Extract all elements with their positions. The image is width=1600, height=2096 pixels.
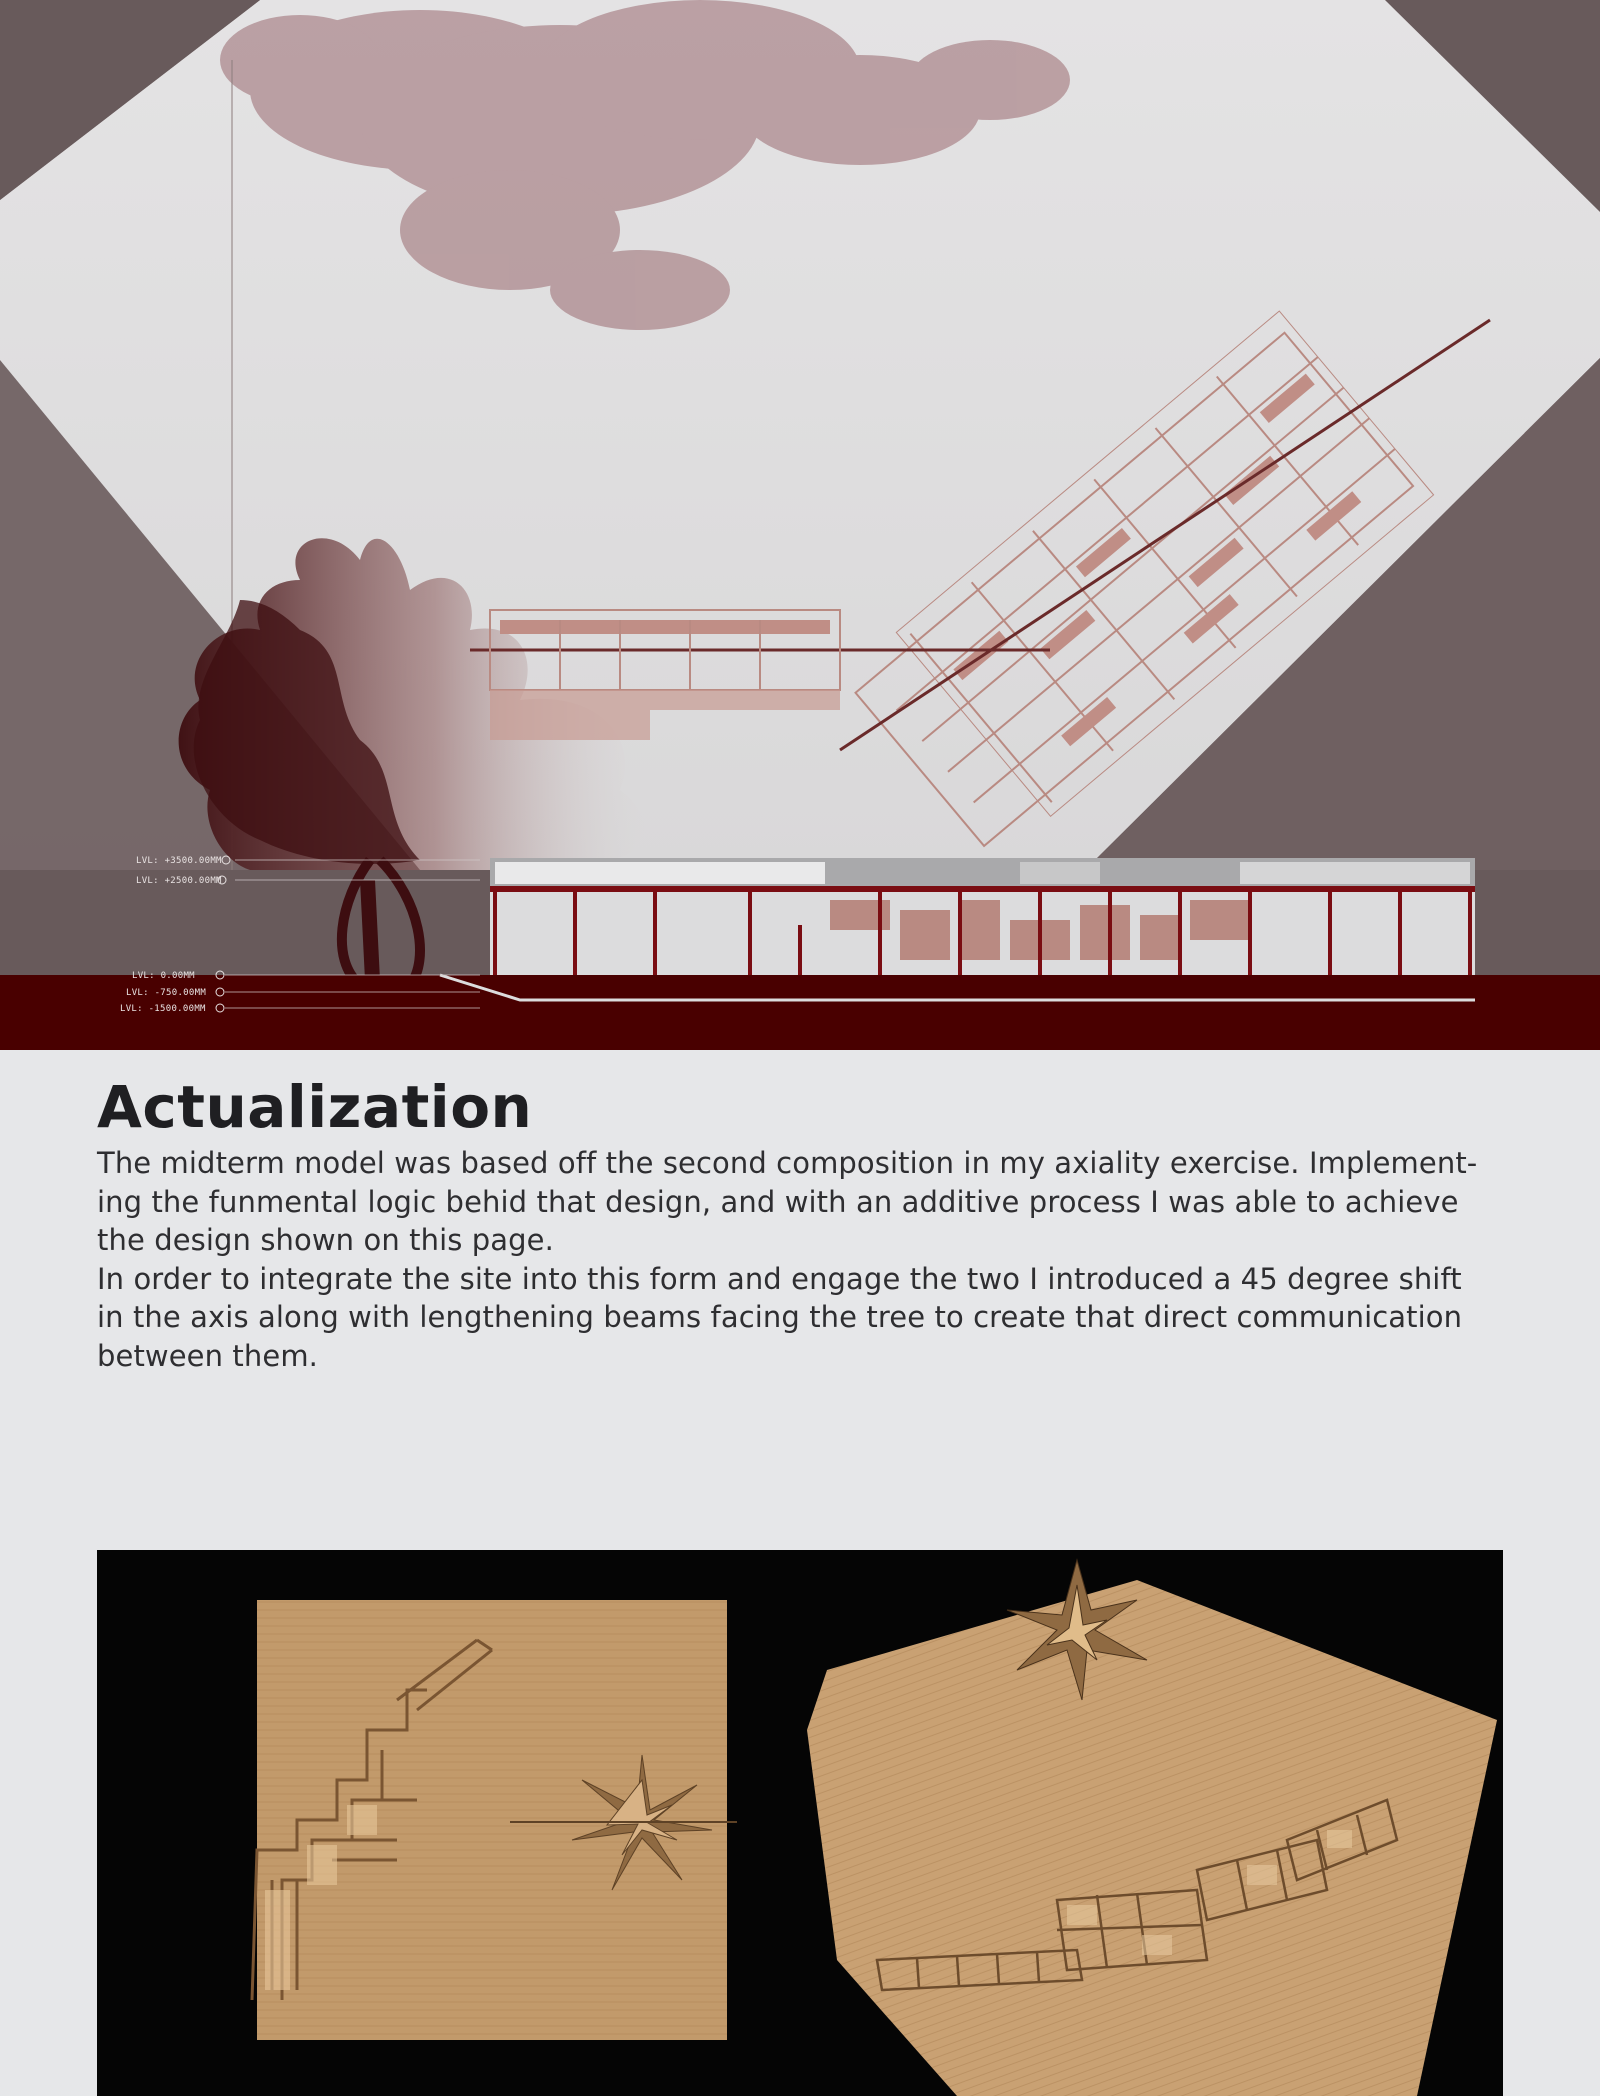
- model-perspective-photo: [807, 1560, 1497, 2096]
- article: [97, 1070, 1517, 1375]
- model-photos: [97, 1550, 1503, 2096]
- paragraph-1: [97, 1144, 1517, 1260]
- level-label-2500: LVL: +2500.00MM: [136, 876, 222, 886]
- model-top-view-photo: [252, 1600, 737, 2040]
- paragraph-1-line-1: The midterm model was based off the second composition in my axiality exercise. Implement-: [97, 1146, 1478, 1180]
- paragraph-1-line-3: the design shown on this page.: [97, 1223, 554, 1257]
- paragraph-2: [97, 1260, 1517, 1376]
- paragraph-2-line-1: In order to integrate the site into this form and engage the two I introduced a 45 degree shift: [97, 1261, 1462, 1296]
- ground-band: [0, 975, 1600, 1050]
- model-photos-canvas: [97, 1550, 1503, 2096]
- paragraph-2-line-3: between them.: [97, 1338, 318, 1373]
- paragraph-2-line-2: in the axis along with lengthening beams facing the tree to create that direct communication: [97, 1300, 1463, 1334]
- level-label-3500: LVL: +3500.00MM: [136, 856, 222, 866]
- paragraph-1-line-2: ing the funmental logic behid that design, and with an additive process I was able to achieve: [97, 1184, 1459, 1219]
- level-label-minus-750: LVL: -750.00MM: [126, 988, 207, 998]
- level-label-0: LVL: 0.00MM: [132, 971, 195, 981]
- page-title: Actualization: [97, 1073, 533, 1141]
- level-label-minus-1500: LVL: -1500.00MM: [120, 1004, 206, 1014]
